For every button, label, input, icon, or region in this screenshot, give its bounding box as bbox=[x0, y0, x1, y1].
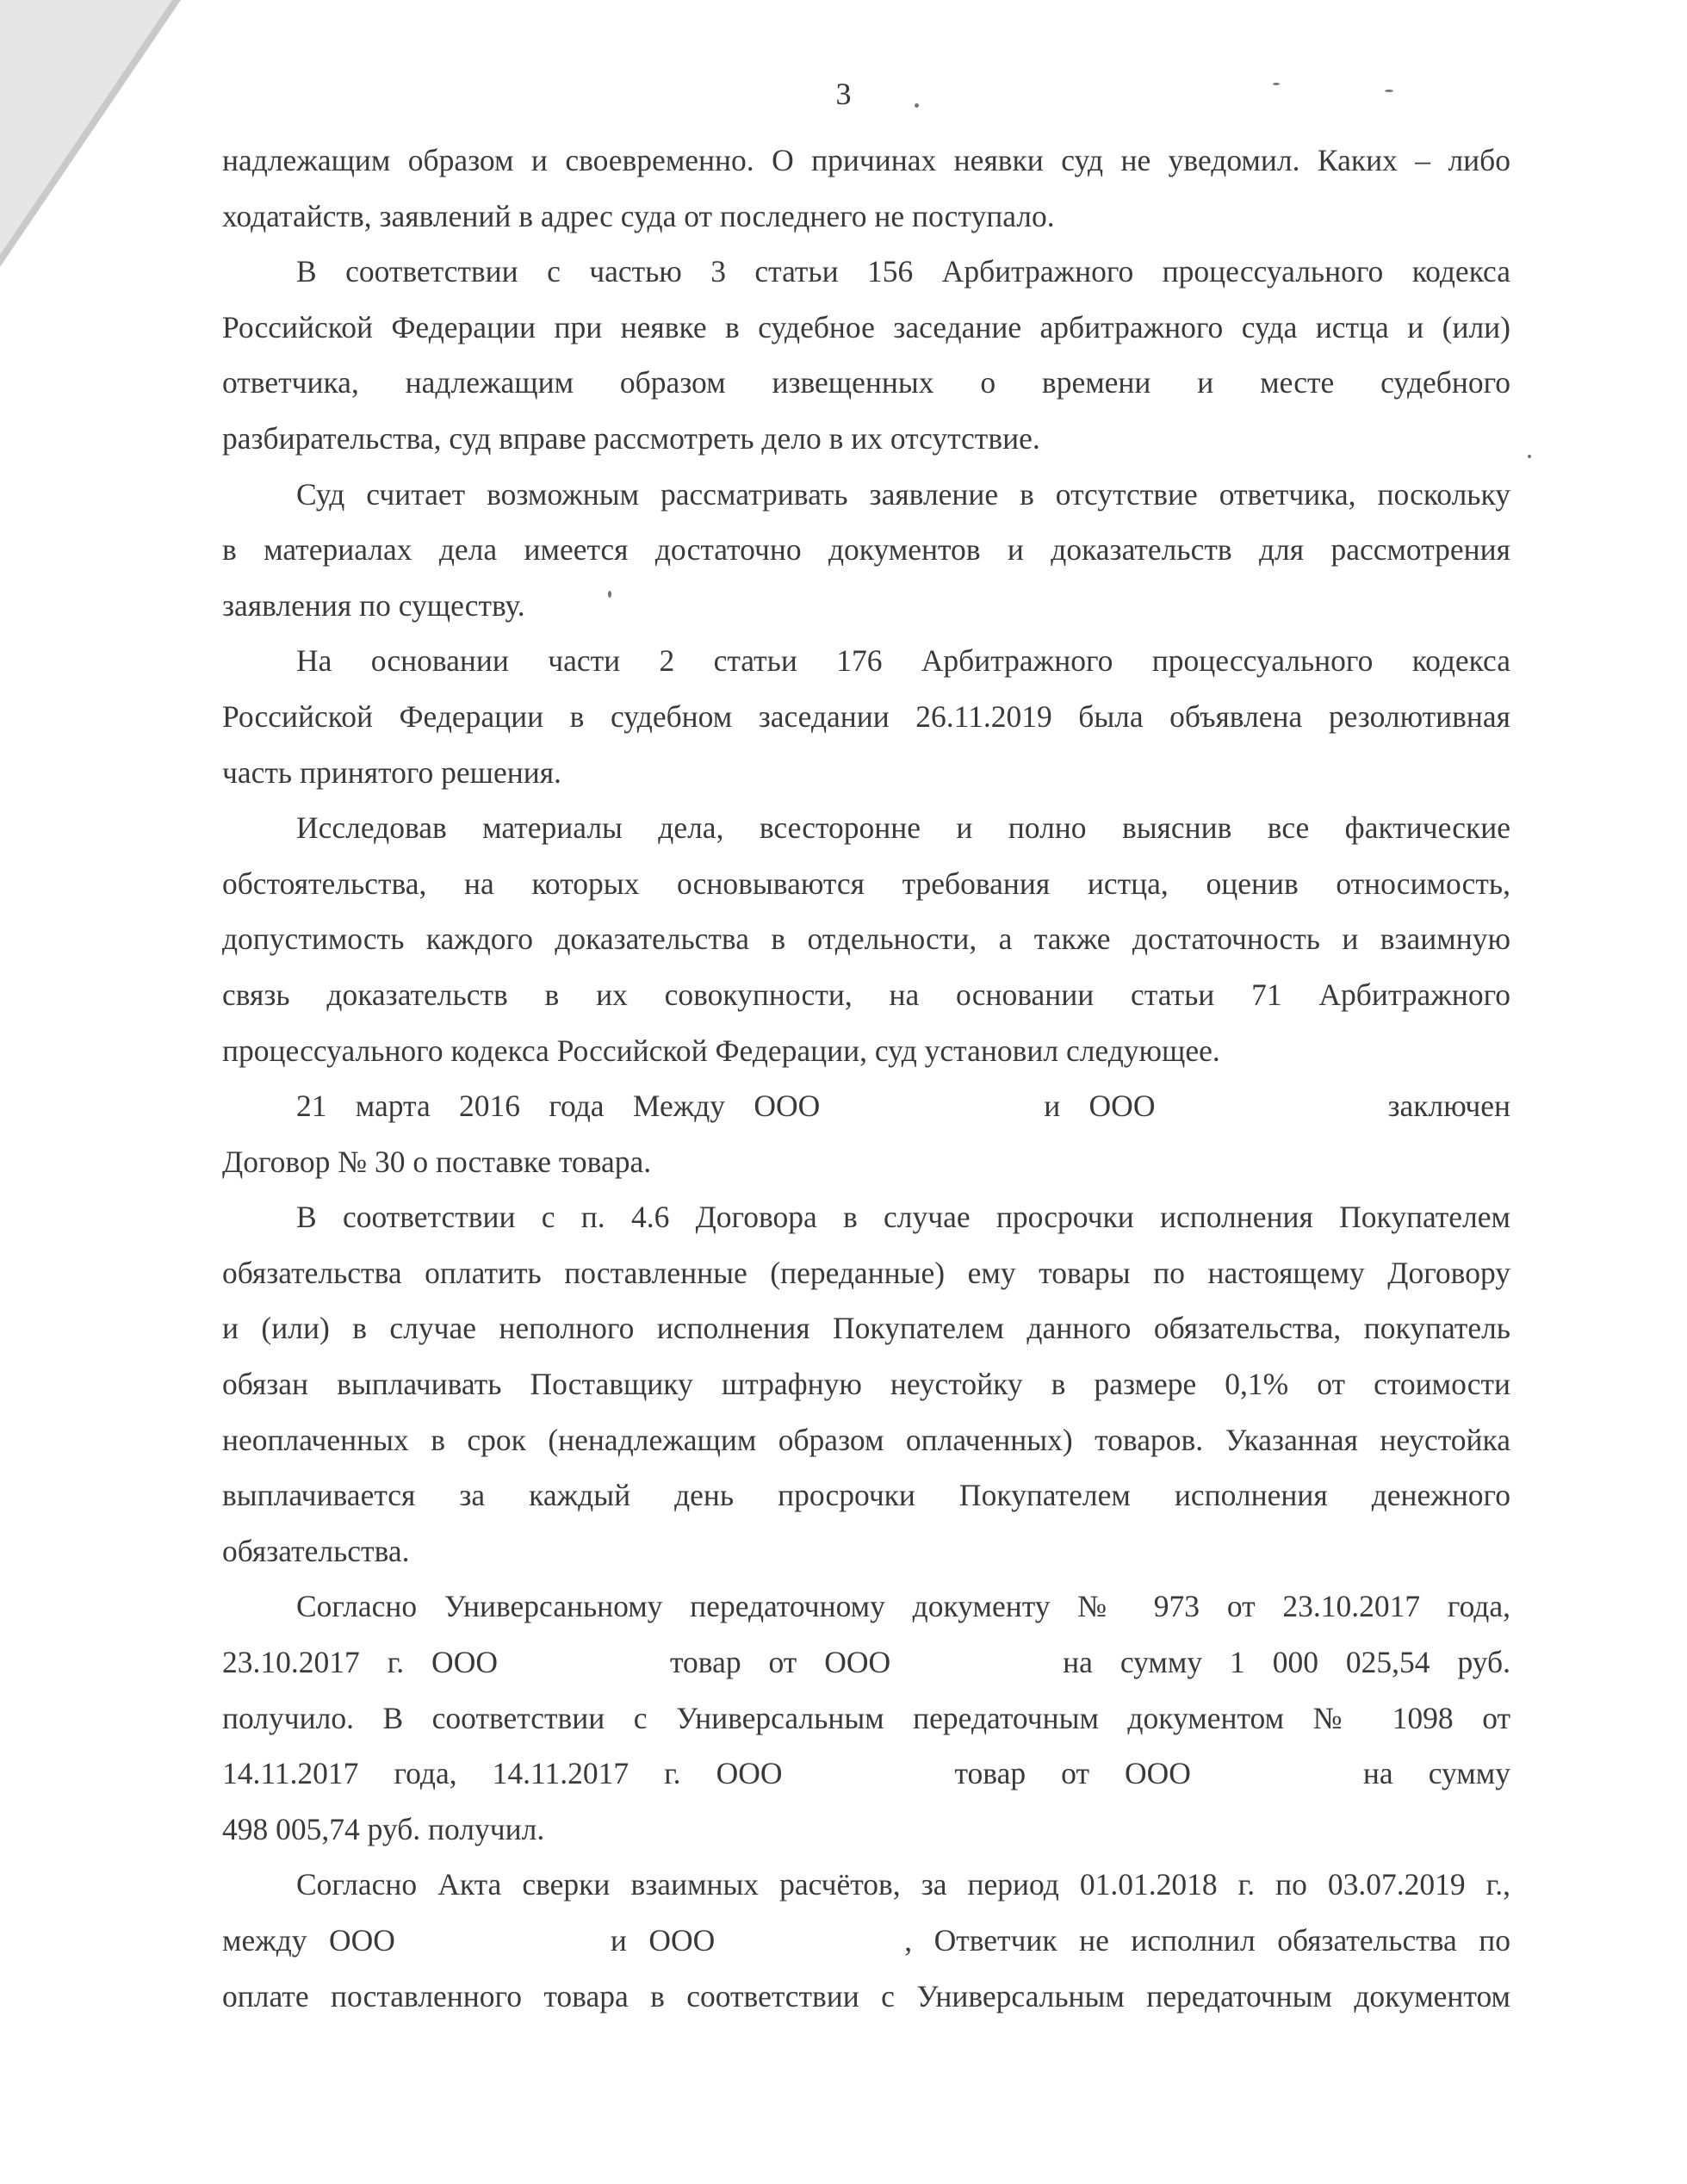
scan-speck bbox=[1528, 455, 1531, 458]
text-line: обстоятельства, на которых основываются требования истца, оценив относимость, bbox=[222, 866, 1510, 901]
text-segment: 23.10.2017 г. ООО bbox=[222, 1645, 498, 1680]
text-line: Российской Федерации в судебном заседании 26.11.2019 была объявлена резолютивная bbox=[222, 698, 1510, 734]
text-segment: , Ответчик не исполнил обязательства по bbox=[904, 1923, 1510, 1958]
text-line: В соответствии с частью 3 статьи 156 Арбитражного процессуального кодекса bbox=[296, 254, 1510, 289]
text-segment: между ООО bbox=[222, 1923, 395, 1958]
text-line: выплачивается за каждый день просрочки Покупателем исполнения денежного bbox=[222, 1478, 1510, 1513]
text-line: надлежащим образом и своевременно. О причинах неявки суд не уведомил. Каких – либо bbox=[222, 143, 1510, 177]
text-line: в материалах дела имеется достаточно документов и доказательств для рассмотрения bbox=[222, 532, 1510, 568]
text-line: Согласно Акта сверки взаимных расчётов, за период 01.01.2018 г. по 03.07.2019 г., bbox=[296, 1867, 1510, 1902]
text-line-with-redactions bbox=[222, 1913, 1510, 1969]
text-line-with-redactions bbox=[222, 1078, 1510, 1134]
text-line: ходатайств, заявлений в адрес суда от последнего не поступало. bbox=[222, 198, 1055, 233]
text-segment: на сумму bbox=[1362, 1756, 1510, 1791]
paragraph-6 bbox=[222, 1078, 1510, 1189]
text-line: обязательства оплатить поставленные (переданные) ему товары по настоящему Договору bbox=[222, 1255, 1510, 1290]
text-line: часть принятого решения. bbox=[222, 754, 561, 790]
scan-speck bbox=[608, 591, 611, 598]
scan-speck bbox=[915, 103, 919, 108]
paragraph-4 bbox=[222, 633, 1510, 800]
text-line: обязан выплачивать Поставщику штрафную неустойку в размере 0,1% от стоимости bbox=[222, 1367, 1510, 1402]
text-line: процессуального кодекса Российской Федерации, суд установил следующее. bbox=[222, 1033, 1220, 1068]
text-segment: заключен bbox=[1387, 1089, 1510, 1124]
document-body bbox=[222, 133, 1510, 2024]
text-line: связь доказательств в их совокупности, на основании статьи 71 Арбитражного bbox=[222, 977, 1510, 1012]
text-line: заявления по существу. bbox=[222, 587, 525, 623]
text-line: 498 005,74 руб. получил. bbox=[222, 1811, 545, 1846]
text-line: Договор № 30 о поставке товара. bbox=[222, 1144, 652, 1179]
text-segment: 14.11.2017 года, 14.11.2017 г. ООО bbox=[222, 1756, 783, 1791]
folded-page-corner-inner bbox=[0, 0, 172, 255]
text-line: Согласно Универсаньному передаточному документу № 973 от 23.10.2017 года, bbox=[296, 1589, 1510, 1624]
text-line: На основании части 2 статьи 176 Арбитражного процессуального кодекса bbox=[296, 643, 1510, 679]
text-line-with-redactions bbox=[222, 1746, 1510, 1802]
paragraph-7 bbox=[222, 1189, 1510, 1579]
paragraph-8 bbox=[222, 1579, 1510, 1857]
scan-speck bbox=[1273, 83, 1280, 85]
text-line: оплате поставленного товара в соответствии с Универсальным передаточным документом bbox=[222, 1978, 1510, 2013]
paragraph-1 bbox=[222, 133, 1510, 244]
text-segment: и ООО bbox=[1044, 1089, 1156, 1124]
text-segment: на сумму 1 000 025,54 руб. bbox=[1063, 1645, 1510, 1680]
text-segment: товар от ООО bbox=[669, 1645, 891, 1680]
text-line-with-redactions bbox=[222, 1635, 1510, 1691]
paragraph-9 bbox=[222, 1857, 1510, 2024]
scan-speck bbox=[1385, 90, 1393, 92]
paragraph-5 bbox=[222, 800, 1510, 1078]
text-segment: 21 марта 2016 года Между ООО bbox=[296, 1089, 821, 1124]
text-line: неоплаченных в срок (ненадлежащим образом оплаченных) товаров. Указанная неустойка bbox=[222, 1422, 1510, 1457]
text-line: В соответствии с п. 4.6 Договора в случае просрочки исполнения Покупателем bbox=[296, 1200, 1510, 1235]
paragraph-3 bbox=[222, 467, 1510, 634]
page-number: 3 bbox=[835, 77, 852, 111]
text-line: допустимость каждого доказательства в отдельности, а также достаточность и взаимную bbox=[222, 921, 1510, 957]
text-line: обязательства. bbox=[222, 1533, 410, 1568]
text-line: получило. В соответствии с Универсальным передаточным документом № 1098 от bbox=[222, 1700, 1510, 1735]
text-line: Суд считает возможным рассматривать заявление в отсутствие ответчика, поскольку bbox=[296, 476, 1510, 512]
paragraph-2 bbox=[222, 244, 1510, 466]
text-line: Российской Федерации при неявке в судебное заседание арбитражного суда истца и (или) bbox=[222, 309, 1510, 344]
text-segment: товар от ООО bbox=[954, 1756, 1191, 1791]
text-line: разбирательства, суд вправе рассмотреть дело в их отсутствие. bbox=[222, 420, 1040, 456]
text-line: ответчика, надлежащим образом извещенных о времени и месте судебного bbox=[222, 365, 1510, 400]
text-line: и (или) в случае неполного исполнения Покупателем данного обязательства, покупатель bbox=[222, 1311, 1510, 1346]
text-segment: и ООО bbox=[610, 1923, 716, 1958]
text-line: Исследовав материалы дела, всесторонне и полно выяснив все фактические bbox=[296, 810, 1510, 846]
